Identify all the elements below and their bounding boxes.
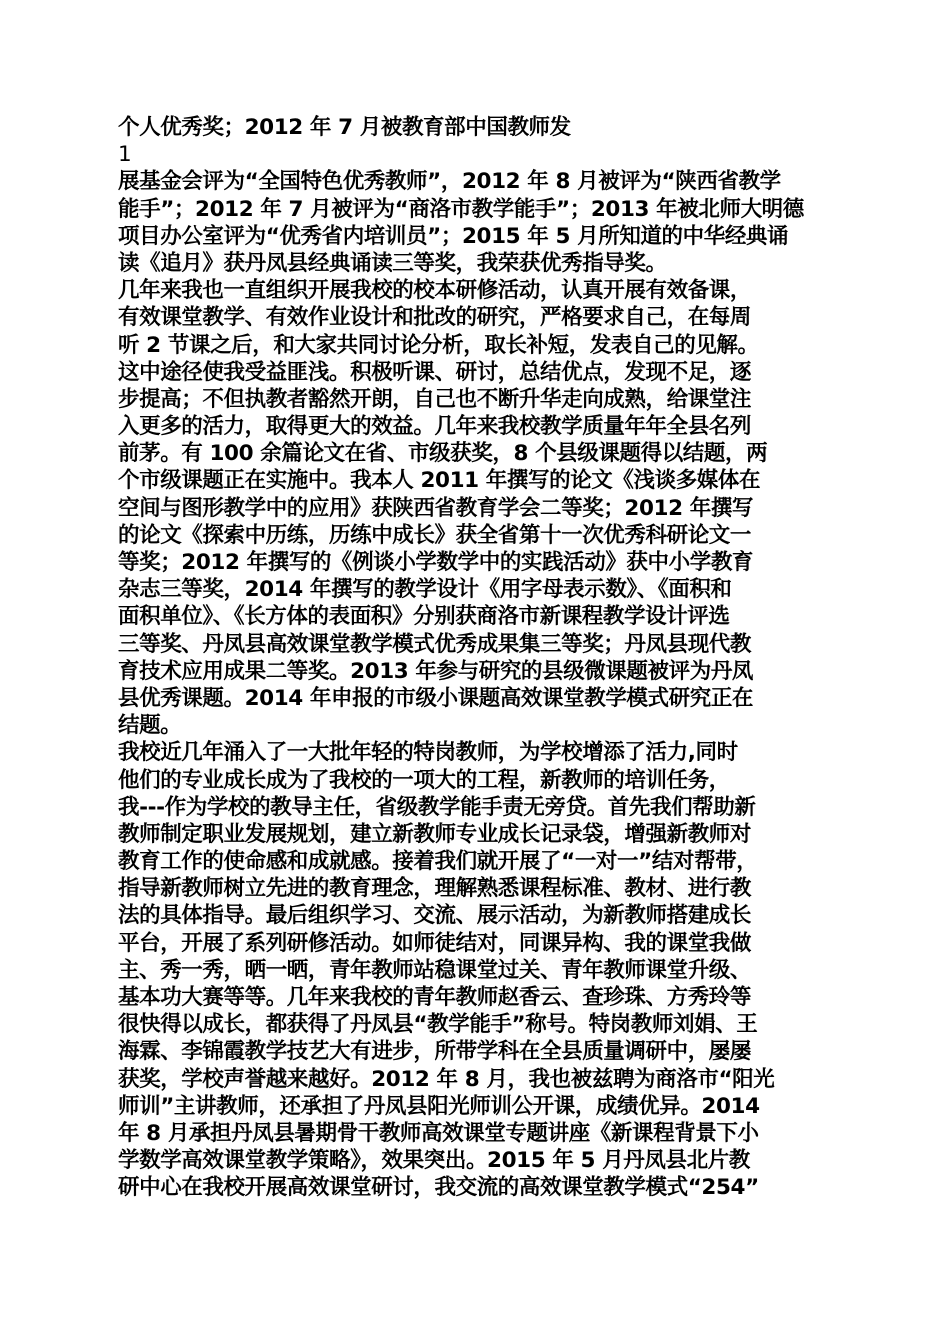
text-line: 入更多的活力，取得更大的效益。几年来我校教学质量年年全县名列 (118, 414, 752, 440)
text-line: 个市级课题正在实施中。我本人 2011 年撰写的论文《浅谈多媒体在 (118, 468, 761, 494)
text-line: 步提高；不但执教者豁然开朗，自己也不断升华走向成熟，给课堂注 (118, 386, 752, 412)
text-line: 空间与图形教学中的应用》获陕西省教育学会二等奖；2012 年撰写 (118, 495, 754, 521)
document-body (118, 114, 834, 1202)
text-line: 能手”；2012 年 7 月被评为“商洛市教学能手”；2013 年被北师大明德 (118, 196, 804, 222)
text-line: 年 8 月承担丹凤县暑期骨干教师高效课堂专题讲座《新课程背景下小 (118, 1120, 759, 1146)
text-line: 结题。 (118, 713, 182, 739)
text-line: 项目办公室评为“优秀省内培训员”；2015 年 5 月所知道的中华经典诵 (118, 223, 789, 249)
text-line: 育技术应用成果二等奖。2013 年参与研究的县级微课题被评为丹凤 (118, 658, 754, 684)
text-line: 他们的专业成长成为了我校的一项大的工程，新教师的培训任务， (118, 767, 730, 793)
text-line: 研中心在我校开展高效课堂研讨，我交流的高效课堂教学模式“254” (118, 1175, 759, 1201)
text-line: 我校近几年涌入了一大批年轻的特岗教师，为学校增添了活力,同时 (118, 740, 738, 766)
text-line: 展基金会评为“全国特色优秀教师”，2012 年 8 月被评为“陕西省教学 (118, 169, 781, 195)
text-line: 几年来我也一直组织开展我校的校本研修活动，认真开展有效备课， (118, 278, 752, 304)
text-line: 很快得以成长，都获得了丹凤县“教学能手”称号。特岗教师刘娟、王 (118, 1012, 758, 1038)
text-line: 法的具体指导。最后组织学习、交流、展示活动，为新教师搭建成长 (118, 903, 752, 929)
text-line: 教育工作的使命感和成就感。接着我们就开展了“一对一”结对帮带， (118, 849, 758, 875)
text-line: 三等奖、丹凤县高效课堂教学模式优秀成果集三等奖；丹凤县现代教 (118, 631, 752, 657)
text-line: 听 2 节课之后，和大家共同讨论分析，取长补短，发表自己的见解。 (118, 332, 759, 358)
text-line: 指导新教师树立先进的教育理念，理解熟悉课程标准、教材、进行教 (118, 876, 752, 902)
text-line: 的论文《探索中历练，历练中成长》获全省第十一次优秀科研论文一 (118, 522, 752, 548)
text-line: 等奖；2012 年撰写的《例谈小学数学中的实践活动》获中小学教育 (118, 550, 754, 575)
text-line: 海霖、李锦霞教学技艺大有进步，所带学科在全县质量调研中，屡屡 (118, 1039, 752, 1065)
text-line: 有效课堂教学、有效作业设计和批改的研究，严格要求自己，在每周 (118, 305, 752, 331)
text-line: 获奖，学校声誉越来越好。2012 年 8 月，我也被兹聘为商洛市“阳光 (118, 1066, 775, 1092)
text-line: 县优秀课题。2014 年申报的市级小课题高效课堂教学模式研究正在 (118, 685, 754, 711)
text-line: 师训”主讲教师，还承担了丹凤县阳光师训公开课，成绩优异。2014 (118, 1093, 760, 1119)
text-line: 平台，开展了系列研修活动。如师徒结对，同课异构、我的课堂我做 (118, 930, 752, 956)
heading-line: 个人优秀奖；2012 年 7 月被教育部中国教师发 (118, 115, 571, 140)
text-line: 读《追月》获丹凤县经典诵读三等奖，我荣获优秀指导奖。 (118, 250, 667, 276)
page-number: 1 (118, 142, 132, 168)
text-line: 面积单位》、《长方体的表面积》分别获商洛市新课程教学设计评选 (118, 604, 730, 630)
text-line: 学数学高效课堂教学策略》，效果突出。2015 年 5 月丹凤县北片教 (118, 1148, 750, 1174)
text-line: 教师制定职业发展规划，建立新教师专业成长记录袋，增强新教师对 (118, 821, 752, 847)
text-line: 前茅。有 100 余篇论文在省、市级获奖，8 个县级课题得以结题，两 (118, 441, 768, 467)
text-line: 这中途径使我受益匪浅。积极听课、研讨，总结优点，发现不足，逐 (118, 359, 752, 385)
text-line: 杂志三等奖，2014 年撰写的教学设计《用字母表示数》、《面积和 (118, 577, 732, 603)
text-line: 我---作为学校的教导主任，省级教学能手责无旁贷。首先我们帮助新 (118, 794, 756, 820)
body-text (118, 168, 834, 1201)
text-line: 基本功大赛等等。几年来我校的青年教师赵香云、查珍珠、方秀玲等 (118, 985, 752, 1010)
text-line: 主、秀一秀，晒一晒，青年教师站稳课堂过关、青年教师课堂升级、 (118, 957, 752, 983)
